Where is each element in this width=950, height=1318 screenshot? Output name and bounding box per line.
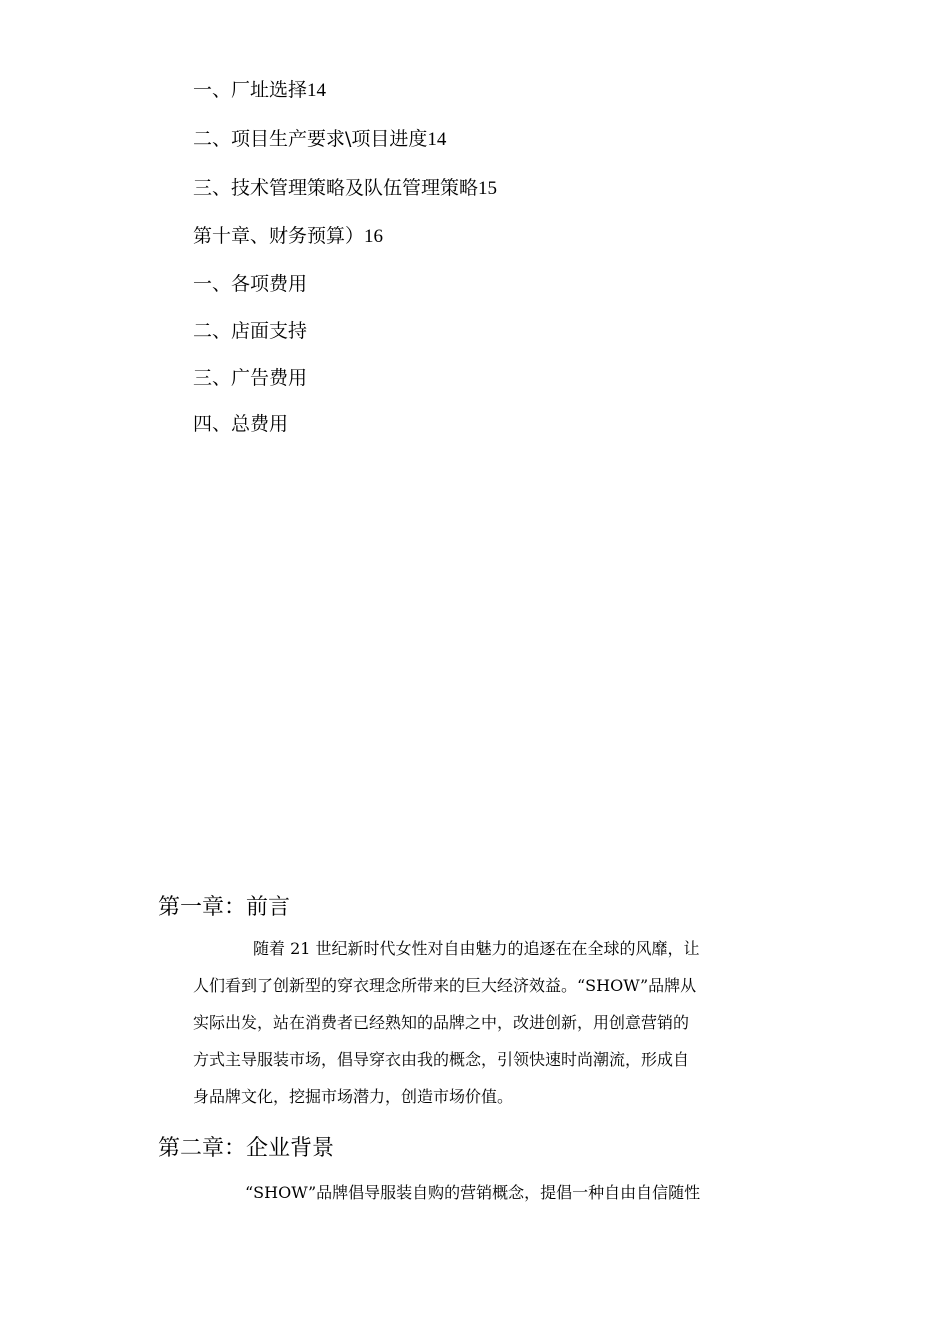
toc-item-title: 第十章、财务预算） <box>193 225 365 247</box>
paragraph-line: 随着 21 世纪新时代女性对自由魅力的追逐在在全球的风靡，让 <box>253 939 700 958</box>
toc-item[interactable] <box>193 174 497 203</box>
toc-item[interactable] <box>193 76 326 105</box>
toc-item[interactable] <box>193 317 307 346</box>
toc-item-page: 15 <box>478 178 498 199</box>
chapter-1-paragraph <box>193 930 753 1115</box>
toc-item[interactable] <box>193 410 288 439</box>
toc-item[interactable] <box>193 270 307 299</box>
toc-item-title: 二、项目生产要求\项目进度 <box>193 128 428 150</box>
toc-item[interactable] <box>193 222 383 251</box>
paragraph-line: “SHOW”品牌倡导服装自购的营销概念，提倡一种自由自信随性 <box>245 1183 701 1202</box>
chapter-1-heading: 第一章：前言 <box>158 895 291 920</box>
toc-item-title: 二、店面支持 <box>193 320 308 342</box>
toc-item[interactable] <box>193 364 307 393</box>
paragraph-line: 人们看到了创新型的穿衣理念所带来的巨大经济效益。“SHOW”品牌从 <box>193 976 697 995</box>
chapter-2-paragraph <box>193 1174 753 1211</box>
toc-item-title: 三、技术管理策略及队伍管理策略 <box>193 177 479 199</box>
toc-item-title: 三、广告费用 <box>193 367 308 389</box>
paragraph-line: 身品牌文化，挖掘市场潜力，创造市场价值。 <box>193 1087 514 1106</box>
toc-item-title: 四、总费用 <box>193 413 289 435</box>
chapter-2-heading: 第二章：企业背景 <box>158 1136 335 1161</box>
toc-item-title: 一、各项费用 <box>193 273 308 295</box>
toc-item[interactable] <box>193 125 446 154</box>
toc-item-page: 14 <box>307 80 327 101</box>
toc-item-title: 一、厂址选择 <box>193 79 308 101</box>
paragraph-line: 方式主导服装市场，倡导穿衣由我的概念，引领快速时尚潮流，形成自 <box>193 1050 690 1069</box>
toc-item-page: 16 <box>364 226 384 247</box>
toc-item-page: 14 <box>427 129 447 150</box>
paragraph-line: 实际出发，站在消费者已经熟知的品牌之中，改进创新，用创意营销的 <box>193 1013 690 1032</box>
